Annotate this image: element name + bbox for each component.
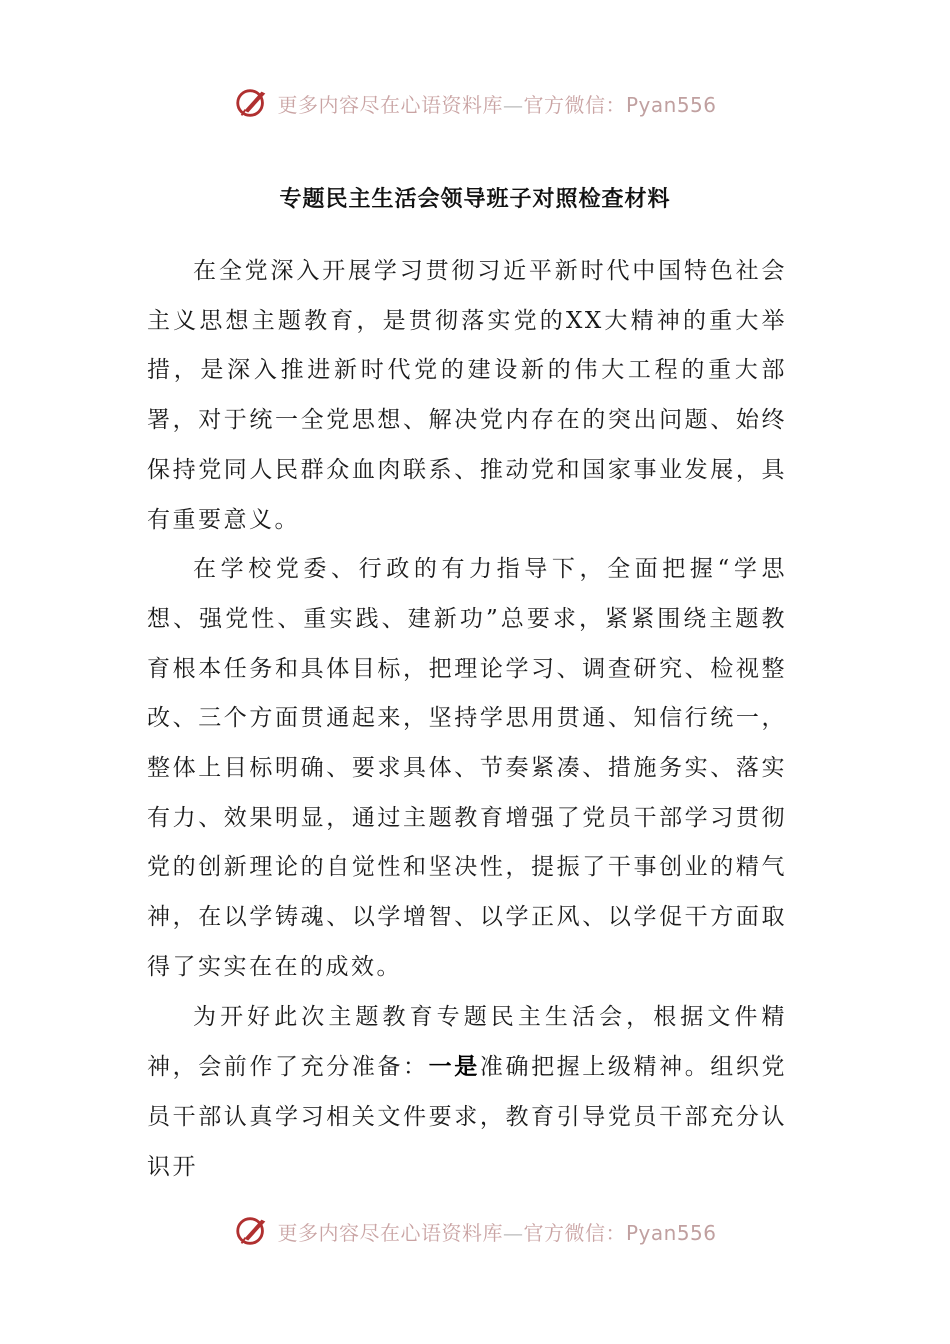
footer-watermark: [0, 1211, 950, 1251]
bold-marker: 一是: [428, 1053, 480, 1081]
quill-logo-icon: [233, 84, 271, 122]
watermark-text: 更多内容尽在心语资料库—官方微信：Pyan556: [277, 92, 717, 117]
document-body: [147, 247, 787, 1192]
quill-logo-icon: [233, 1212, 271, 1250]
header-watermark: [0, 83, 950, 123]
paragraph: 在学校党委、行政的有力指导下，全面把握“学思想、强党性、重实践、建新功”总要求，紧紧围绕主题教育根本任务和具体目标，把理论学习、调查研究、检视整改、三个方面贯通起来，坚持学思用贯通、知信行统一，整体上目标明确、要求具体、节奏紧凑、措施务实、落实有力、效果明显，通过主题教育增强了党员干部学习贯彻党的创新理论的自觉性和坚决性，提振了干事创业的精气神，在以学铸魂、以学增智、以学正风、以学促干方面取得了实实在在的成效。: [147, 556, 787, 980]
watermark-text: 更多内容尽在心语资料库—官方微信：Pyan556: [277, 1220, 717, 1245]
paragraph: 为开好此次主题教育专题民主生活会，根据文件精神，会前作了充分准备：一是准确把握上级精神。组织党员干部认真学习相关文件要求，教育引导党员干部充分认识开: [147, 1003, 788, 1180]
paragraph: 在全党深入开展学习贯彻习近平新时代中国特色社会主义思想主题教育，是贯彻落实党的XX大精神的重大举措，是深入推进新时代党的建设新的伟大工程的重大部署，对于统一全党思想、解决党内存在的突出问题、始终保持党同人民群众血肉联系、推动党和国家事业发展，具有重要意义。: [147, 258, 787, 533]
document-title: 专题民主生活会领导班子对照检查材料: [279, 186, 671, 212]
